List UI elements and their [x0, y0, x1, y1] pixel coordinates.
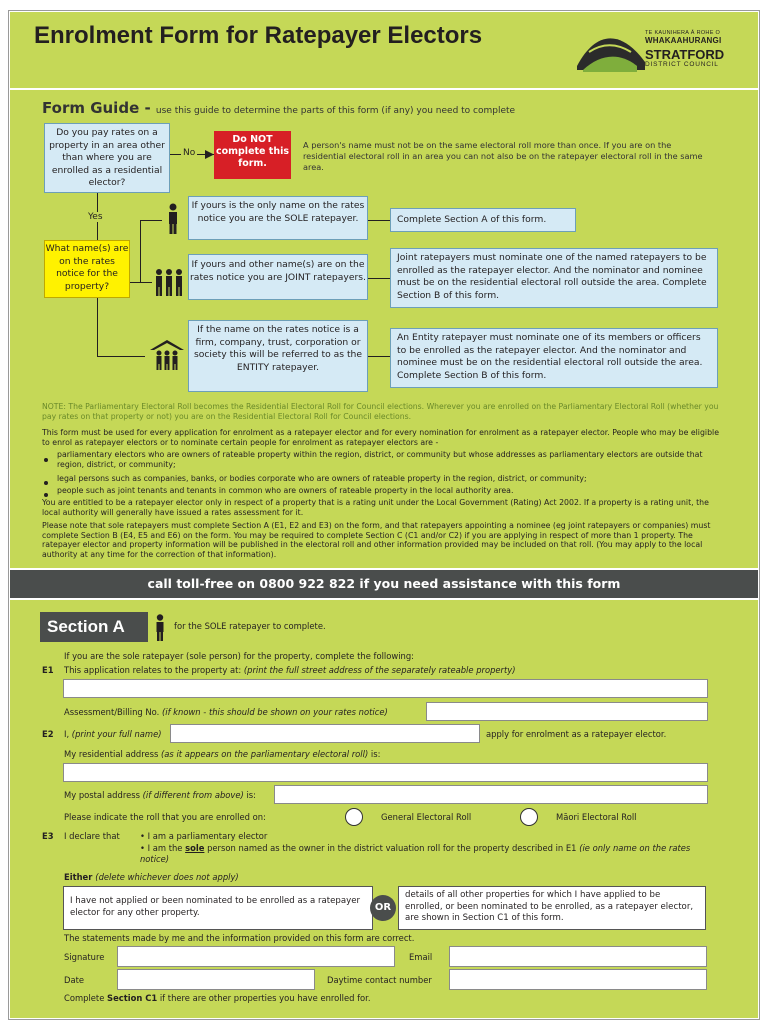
postal-label: My postal address [64, 790, 143, 800]
guide-bullet-3: people such as joint tenants and tenants in common who are owners of rateable property in the local authority area. [57, 486, 514, 495]
logo-line-2: WHAKAAHURANGI [645, 36, 722, 45]
e3-bullet-2-hint: (ie only name on the rates notice) [140, 843, 691, 864]
do-not-note: A person's name must not be on the same electoral roll more than once. If you are on the residential electoral roll in an area you can not also be on the ratepayer electoral roll in the same area. [303, 140, 703, 172]
e2-after: apply for enrolment as a ratepayer elector. [486, 729, 667, 739]
maori-roll-radio[interactable] [520, 808, 538, 826]
joint-ratepayer-box: If yours and other name(s) are on the rates notice you are JOINT ratepayers. [188, 254, 368, 300]
assessment-hint: (if known - this should be shown on your rates notice) [161, 707, 388, 717]
maori-roll-label: Māori Electoral Roll [556, 812, 637, 822]
connector-entity [97, 356, 145, 357]
property-address-field[interactable] [63, 679, 708, 698]
question-pay-rates: Do you pay rates on a property in an area other than where you are enrolled as a residential elector? [44, 123, 170, 193]
entity-ratepayer-box: If the name on the rates notice is a firm, company, trust, corporation or society this will be referred to as the ENTITY ratepayer. [188, 320, 368, 392]
do-not-complete-box: Do NOT complete this form. [214, 131, 291, 179]
complete-c1-bold: Section C1 [107, 993, 158, 1003]
section-a-subtitle [174, 621, 326, 632]
complete-c1-post: if there are other properties you have enrolled for. [157, 993, 371, 1003]
general-roll-label: General Electoral Roll [381, 812, 472, 822]
bullet-marker [44, 493, 48, 497]
e2-hint: (print your full name) [71, 729, 162, 739]
joint-people-icon [154, 268, 184, 300]
residential-after: is: [368, 749, 381, 759]
section-a-subtitle-text: for the SOLE ratepayer to complete. [174, 621, 326, 631]
connector-joint-answer [368, 278, 390, 279]
e1-hint: (print the full street address of the separately rateable property) [243, 665, 516, 675]
assessment-number-field[interactable] [426, 702, 708, 721]
yes-label: Yes [88, 212, 103, 222]
email-field[interactable] [449, 946, 707, 967]
email-label: Email [409, 952, 433, 962]
option-no-other-property[interactable]: I have not applied or been nominated to be enrolled as a ratepayer elector for any other property. [63, 886, 373, 930]
connector-entity-answer [368, 356, 390, 357]
connector-sole [140, 220, 162, 221]
e1-label: E1 [42, 665, 54, 675]
assessment-label: Assessment/Billing No. [64, 707, 162, 717]
section-a-intro: If you are the sole ratepayer (sole person) for the property, complete the following: [64, 651, 414, 661]
form-guide-title: Form Guide - [42, 99, 156, 117]
electoral-roll-note: NOTE: The Parliamentary Electoral Roll becomes the Residential Electoral Roll for Council elections. Wherever you are enrolled on the Parliamentary Electoral Roll (whether you pay rates on that property or not) you are on the Residential Electoral Roll for Council elections. [42, 402, 719, 421]
signature-field[interactable] [117, 946, 395, 967]
page-title: Enrolment Form for Ratepayer Electors [34, 22, 483, 49]
or-badge: OR [370, 895, 396, 921]
residential-hint: (as it appears on the parliamentary electoral roll) [161, 749, 369, 759]
guide-bullet-2: legal persons such as companies, banks, or bodies corporate who are owners of rateable property in the region, district, or community; [57, 474, 587, 483]
postal-address-field[interactable] [274, 785, 708, 804]
signature-label: Signature [64, 952, 105, 962]
connector-vertical-entity [97, 298, 98, 356]
logo-line-1: TE KAUNIHERA Ā ROHE O [645, 30, 721, 36]
joint-answer-box: Joint ratepayers must nominate one of the named ratepayers to be enrolled as the ratepayer elector. And the nominator and nominee must be on the residential electoral roll outside the area. Complete Section B of this form. [390, 248, 718, 308]
general-roll-radio[interactable] [345, 808, 363, 826]
either-line [64, 872, 239, 883]
entity-answer-box: An Entity ratepayer must nominate one of its members or officers to be enrolled as the ratepayer elector. And the nominator and nominee must be on the residential electoral roll outside the area. Complete Section B of this form. [390, 328, 718, 388]
e3-bullet-2-pre: I am the [147, 843, 186, 853]
e3-declare: I declare that [64, 831, 120, 841]
postal-after: is: [243, 790, 256, 800]
daytime-label: Daytime contact number [327, 975, 432, 985]
postal-hint: (if different from above) [142, 790, 244, 800]
daytime-number-field[interactable] [449, 969, 707, 990]
council-logo-text [645, 30, 755, 68]
sole-person-icon [164, 203, 182, 235]
connector-vertical-sole [140, 220, 141, 282]
either-hint: (delete whichever does not apply) [95, 872, 239, 882]
assessment-question [64, 707, 388, 718]
e2-i: I, [64, 729, 72, 739]
either-label: Either [64, 872, 96, 882]
statements-text: The statements made by me and the information provided on this form are correct. [64, 933, 415, 943]
e3-bullet-2-sole: sole [185, 843, 205, 853]
guide-paragraph-1: This form must be used for every application for enrolment as a ratepayer elector and for every nomination for enrolment as a ratepayer elector. People who may be eligible to enrol as ratepayer electors or to nominate certain people for enrolment as ratepayer electors are - [42, 428, 720, 447]
e1-question [64, 665, 516, 676]
e1-text: This application relates to the property at: [64, 665, 244, 675]
no-label: No [183, 148, 196, 158]
date-field[interactable] [117, 969, 315, 990]
e3-bullet-1: • I am a parliamentary elector [140, 831, 268, 841]
sole-ratepayer-box: If yours is the only name on the rates notice you are the SOLE ratepayer. [188, 196, 368, 240]
question-names-on-notice: What name(s) are on the rates notice for the property? [44, 240, 130, 298]
guide-paragraph-3: Please note that sole ratepayers must complete Section A (E1, E2 and E3) on the form, and that ratepayers appointing a nominee (eg joint ratepayers or companies) must complete Section B (E4, E5 and E6) on the form. You may be required to complete Section C (C1 and/or C2) if you are applying in respect of more than 1 property. The ratepayer elector and property information will be published in the electoral roll and other information provided may be included on that roll. (You may apply to the local authority at any time for the correction of that information). [42, 521, 711, 559]
residential-address-field[interactable] [63, 763, 708, 782]
bullet-marker [44, 481, 48, 485]
guide-bullet-1: parliamentary electors who are owners of rateable property within the region, district, or community but whose addresses as parliamentary electors are outside that region, district, or community; [57, 450, 703, 469]
connector-joint [130, 282, 152, 283]
e2-question [64, 729, 162, 740]
guide-paragraph-2: You are entitled to be a ratepayer elector only in respect of a property that is a rating unit under the Local Government (Rating) Act 2002. If a property is a rating unit, the local authority will generally have issued a rates assessment for it. [42, 498, 709, 517]
e3-bullet-1-text: I am a parliamentary elector [147, 831, 268, 841]
residential-label: My residential address [64, 749, 162, 759]
helpline-bar: call toll-free on 0800 922 822 if you need assistance with this form [10, 570, 758, 598]
postal-question [64, 790, 256, 801]
logo-line-4: DISTRICT COUNCIL [645, 61, 719, 68]
connector-sole-answer [368, 220, 390, 221]
bullet-marker [44, 458, 48, 462]
arrow-right-icon [205, 150, 214, 159]
date-label: Date [64, 975, 85, 985]
option-other-properties[interactable]: details of all other properties for which I have applied to be enrolled, or been nominated to be enrolled, as a ratepayer elector, are shown in Section C1 of this form. [398, 886, 706, 930]
section-a-title: Section A [40, 612, 148, 642]
e3-bullet-2-post: person named as the owner in the district valuation roll for the property described in E1 [204, 843, 580, 853]
residential-question [64, 749, 380, 760]
complete-c1-pre: Complete [64, 993, 108, 1003]
form-guide-subtitle: use this guide to determine the parts of this form (if any) you need to complete [155, 106, 516, 116]
sole-person-icon [153, 614, 167, 642]
full-name-field[interactable] [170, 724, 480, 743]
e3-bullet-2: • I am the sole person named as the owner in the district valuation roll for the property described in E1 (ie only name on the rates notice) [140, 843, 691, 864]
e2-label: E2 [42, 729, 54, 739]
sole-answer-box: Complete Section A of this form. [390, 208, 576, 232]
complete-c1-note [64, 993, 370, 1004]
entity-building-icon [148, 338, 186, 372]
roll-question: Please indicate the roll that you are enrolled on: [64, 812, 266, 822]
logo-line-3: STRATFORD [645, 47, 725, 62]
form-guide-heading [42, 98, 515, 117]
e3-label: E3 [42, 831, 54, 841]
